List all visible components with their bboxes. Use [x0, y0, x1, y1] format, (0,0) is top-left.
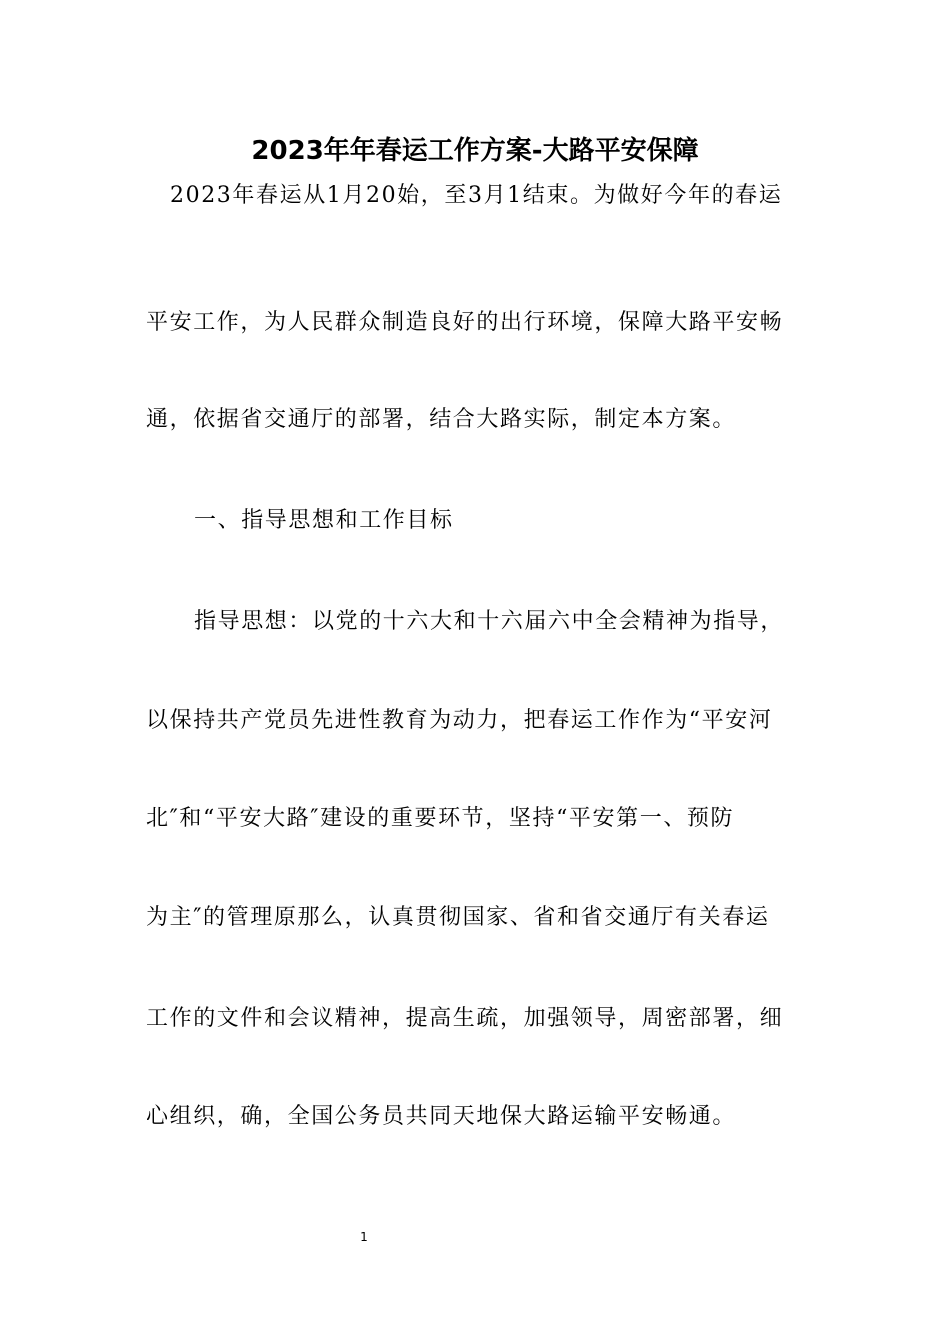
paragraph-line: 以保持共产党员先进性教育为动力，把春运工作作为“平安河	[146, 708, 773, 733]
page-number: 1	[360, 1230, 368, 1244]
document-title: 2023年年春运工作方案-大路平安保障	[251, 136, 699, 166]
paragraph-line: 指导思想：以党的十六大和十六届六中全会精神为指导，	[194, 609, 785, 634]
paragraph-line: 北″和“平安大路″建设的重要环节，坚持“平安第一、预防	[146, 806, 735, 831]
section-heading: 一、指导思想和工作目标	[194, 508, 454, 533]
paragraph-line: 工作的文件和会议精神，提高生疏，加强领导，周密部署，细	[146, 1006, 784, 1031]
paragraph-line: 为主″的管理原那么，认真贯彻国家、省和省交通厅有关春运	[146, 905, 770, 930]
paragraph-line: 心组织，确，全国公务员共同天地保大路运输平安畅通。	[146, 1104, 737, 1129]
paragraph-line: 2023年春运从1月20始，至3月1结束。为做好今年的春运	[170, 183, 783, 208]
paragraph-line: 平安工作，为人民群众制造良好的出行环境，保障大路平安畅	[146, 310, 784, 335]
paragraph-line: 通，依据省交通厅的部署，结合大路实际，制定本方案。	[146, 407, 737, 432]
